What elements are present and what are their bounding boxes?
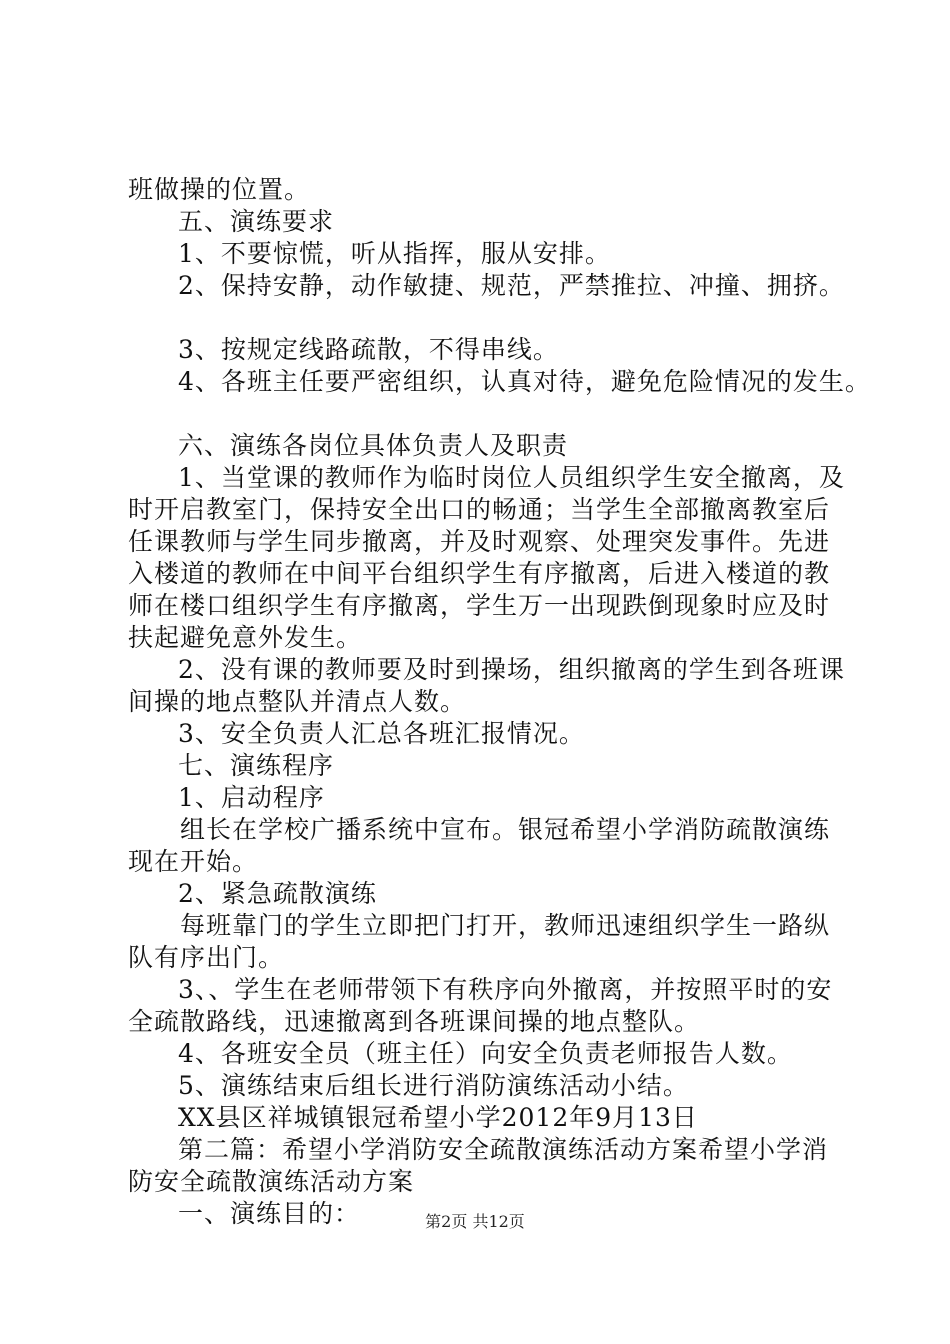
text-line: 1、不要惊慌，听从指挥，服从安排。 xyxy=(178,239,611,268)
text-line: 师在楼口组织学生有序撤离，学生万一出现跌倒现象时应及时 xyxy=(128,591,831,620)
text-line: 防安全疏散演练活动方案 xyxy=(128,1167,415,1196)
text-line: 3、、学生在老师带领下有秩序向外撤离，并按照平时的安 xyxy=(178,975,833,1004)
text-line: 3、安全负责人汇总各班汇报情况。 xyxy=(178,719,585,748)
text-line: 3、按规定线路疏散，不得串线。 xyxy=(178,335,559,364)
text-line: 1、当堂课的教师作为临时岗位人员组织学生安全撤离，及 xyxy=(178,463,845,492)
text-line: 组长在学校广播系统中宣布。银冠希望小学消防疏散演练 xyxy=(180,815,831,844)
text-line: 现在开始。 xyxy=(128,847,259,876)
text-line: 班做操的位置。 xyxy=(128,175,311,204)
section-heading: 五、演练要求 xyxy=(178,207,335,236)
text-line: 第二篇：希望小学消防安全疏散演练活动方案希望小学消 xyxy=(178,1135,829,1164)
text-line: 任课教师与学生同步撤离，并及时观察、处理突发事件。先进 xyxy=(128,527,831,556)
text-line: 间操的地点整队并清点人数。 xyxy=(128,687,467,716)
text-line: 4、各班安全员（班主任）向安全负责老师报告人数。 xyxy=(178,1039,793,1068)
blank-line xyxy=(128,302,848,334)
page-number-footer: 第2页 共12页 xyxy=(425,1212,525,1231)
section-heading: 一、演练目的： xyxy=(178,1199,361,1228)
text-line: 扶起避免意外发生。 xyxy=(128,623,363,652)
text-line: 1、启动程序 xyxy=(178,783,325,812)
text-line: 2、紧急疏散演练 xyxy=(178,879,377,908)
blank-line xyxy=(128,398,848,430)
section-heading: 六、演练各岗位具体负责人及职责 xyxy=(178,431,569,460)
text-line: 5、演练结束后组长进行消防演练活动小结。 xyxy=(178,1071,689,1100)
signature-line: XX县区祥城镇银冠希望小学2012年9月13日 xyxy=(178,1103,698,1132)
text-line: 入楼道的教师在中间平台组织学生有序撤离，后进入楼道的教 xyxy=(128,559,831,588)
text-line: 2、没有课的教师要及时到操场，组织撤离的学生到各班课 xyxy=(178,655,845,684)
document-body xyxy=(128,174,871,1230)
text-line: 队有序出门。 xyxy=(128,943,285,972)
text-line: 全疏散路线，迅速撤离到各班课间操的地点整队。 xyxy=(128,1007,701,1036)
text-line: 每班靠门的学生立即把门打开，教师迅速组织学生一路纵 xyxy=(180,911,831,940)
text-line: 2、保持安静，动作敏捷、规范，严禁推拉、冲撞、拥挤。 xyxy=(178,271,845,300)
section-heading: 七、演练程序 xyxy=(178,751,335,780)
text-line: 时开启教室门，保持安全出口的畅通；当学生全部撤离教室后 xyxy=(128,495,831,524)
text-line: 4、各班主任要严密组织，认真对待，避免危险情况的发生。 xyxy=(178,367,871,396)
